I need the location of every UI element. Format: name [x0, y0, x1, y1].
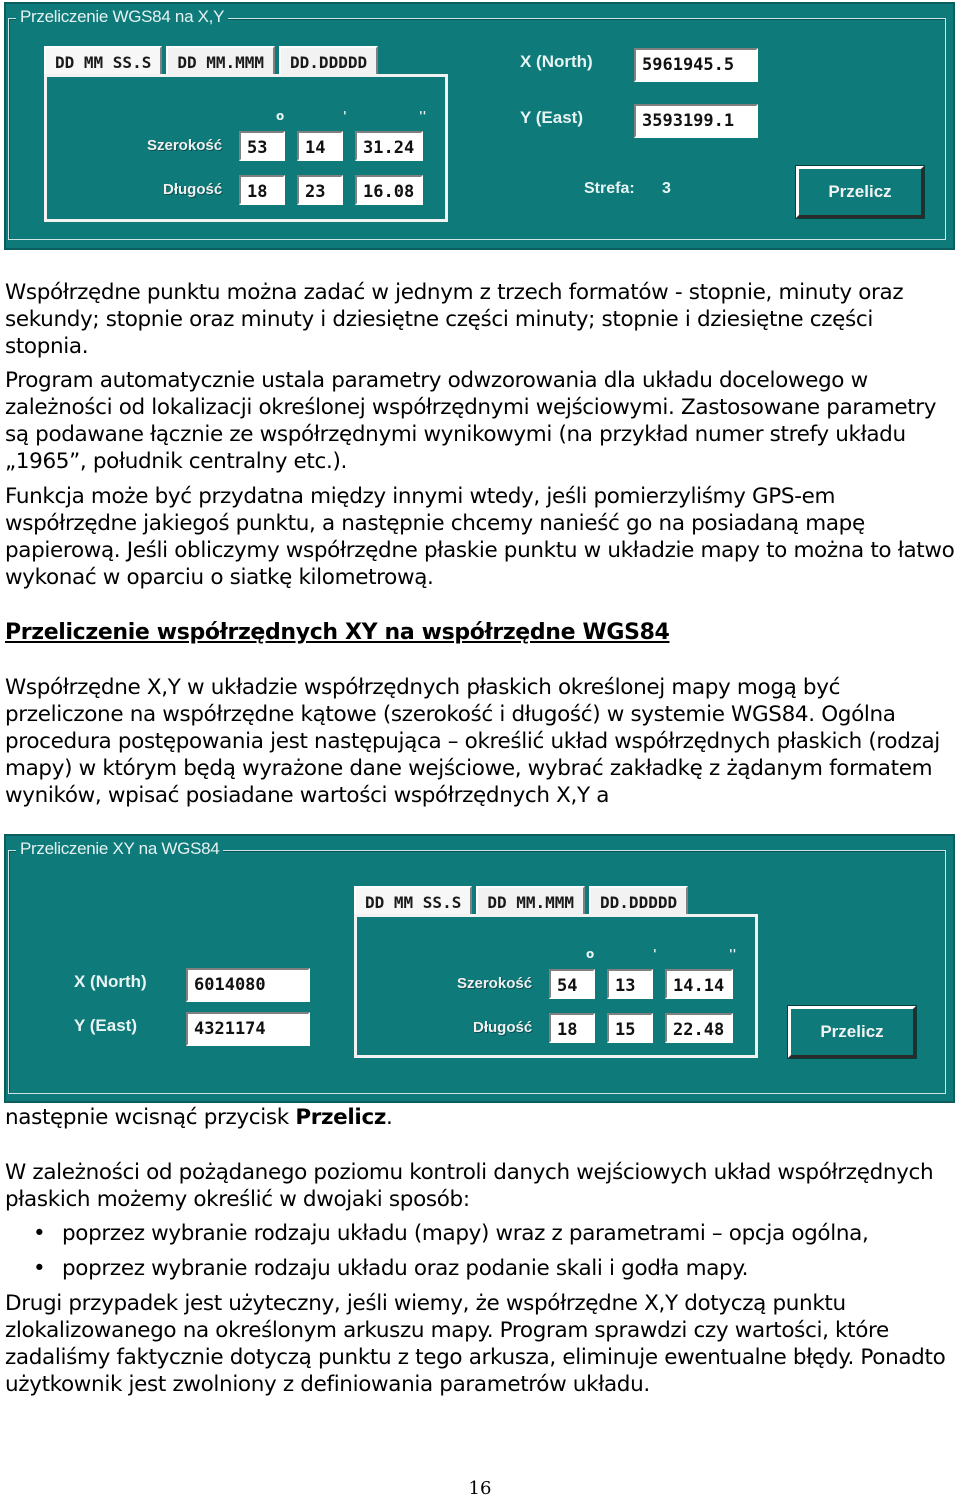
tab-dd-ddddd[interactable]: DD.DDDDD: [279, 46, 378, 76]
tab-dd-mm-ss[interactable]: DD MM SS.S: [354, 886, 472, 916]
format-tabs: [44, 46, 382, 76]
button-reference: Przelicz: [295, 1105, 386, 1130]
paragraph-usage: Funkcja może być przydatna między innymi wtedy, jeśli pomierzyliśmy GPS-em współrzędne jakiegoś punktu, a następnie chcemy nanieść go na posiadaną mapę papierową. Jeśli obliczymy współrzędne płaskie punktu w układzie mapy to można to łatwo wykonać w oparciu o siatkę kilometrową.: [5, 484, 955, 590]
paragraph-formats: Współrzędne punktu można zadać w jednym z trzech formatów - stopnie, minuty oraz sekundy; stopnie oraz minuty i dziesiętne części minuty; stopnie i dziesiętne części stopnia.: [5, 280, 904, 359]
paragraph-procedure: Współrzędne X,Y w układzie współrzędnych płaskich określonej mapy mogą być przeliczone na współrzędne kątowe (szerokość i długość) w systemie WGS84. Ogólna procedura postępowania jest następująca – określić układ współrzędnych płaskich (rodzaj mapy) w którym będą wyrażone dane wejściowe, wybrać zakładkę z żądanym formatem wyników, wpisać posiadane wartości współrzędnych X,Y a: [5, 675, 940, 808]
longitude-seconds-output: 22.48: [665, 1013, 733, 1043]
longitude-minutes-output: 15: [607, 1013, 653, 1043]
tab-page: [354, 914, 758, 1058]
y-east-input[interactable]: 4321174: [186, 1012, 310, 1046]
list-item: • poprzez wybranie rodzaju układu (mapy) wraz z parametrami – opcja ogólna,: [5, 1220, 957, 1247]
minute-symbol: ': [343, 109, 347, 123]
tab-page: [44, 74, 448, 222]
zone-label: Strefa:: [584, 180, 635, 197]
convert-button[interactable]: Przelicz: [788, 1006, 916, 1058]
latitude-minutes-output: 13: [607, 969, 653, 999]
y-east-output: 3593199.1: [634, 104, 758, 138]
longitude-degrees-output: 18: [549, 1013, 595, 1043]
latitude-label: Szerokość: [147, 137, 223, 154]
y-east-label: Y (East): [520, 108, 583, 127]
page-number: 16: [468, 1478, 492, 1499]
latitude-degrees-output: 54: [549, 969, 595, 999]
paragraph-press-button: [5, 1104, 957, 1131]
options-list: [5, 1220, 957, 1290]
x-north-output: 5961945.5: [634, 48, 758, 82]
wgs84-to-xy-panel: [4, 2, 955, 250]
latitude-seconds-output: 14.14: [665, 969, 733, 999]
paragraph-second-case: Drugi przypadek jest użyteczny, jeśli wiemy, że współrzędne X,Y dotyczą punktu zlokalizowanego na określonym arkuszu mapy. Program sprawdzi czy wartości, które zadaliśmy faktycznie dotyczą punktu z tego arkusza, eliminuje ewentualne błędy. Ponadto użytkownik jest zwolniony z definiowania parametrów układu.: [5, 1291, 946, 1397]
convert-button[interactable]: Przelicz: [796, 166, 924, 218]
panel-title: Przeliczenie XY na WGS84: [16, 839, 223, 859]
degree-symbol: o: [276, 109, 285, 123]
section-heading: Przeliczenie współrzędnych XY na współrzędne WGS84: [5, 620, 670, 645]
paragraph-control-level: W zależności od pożądanego poziomu kontroli danych wejściowych układ współrzędnych płaskich możemy określić w dwojaki sposób:: [5, 1160, 934, 1212]
longitude-label: Długość: [473, 1019, 533, 1036]
longitude-degrees-input[interactable]: 18: [239, 175, 285, 205]
paragraph-parameters: Program automatycznie ustala parametry odwzorowania dla układu docelowego w zależności od lokalizacji określonej współrzędnymi wejściowymi. Zastosowane parametry są podawane łącznie ze współrzędnymi wynikowymi (na przykład numer strefy układu „1965”, południk centralny etc.).: [5, 368, 937, 474]
second-symbol: '': [419, 109, 427, 123]
press-text: następnie wcisnąć przycisk: [5, 1105, 296, 1130]
y-east-label: Y (East): [74, 1016, 137, 1035]
x-north-input[interactable]: 6014080: [186, 968, 310, 1002]
longitude-label: Długość: [163, 181, 223, 198]
x-north-label: X (North): [520, 52, 593, 71]
period: .: [386, 1105, 393, 1130]
second-symbol: '': [729, 947, 737, 961]
panel-title: Przeliczenie WGS84 na X,Y: [16, 7, 228, 27]
longitude-minutes-input[interactable]: 23: [297, 175, 343, 205]
tab-dd-mm-mmm[interactable]: DD MM.MMM: [476, 886, 585, 916]
longitude-seconds-input[interactable]: 16.08: [355, 175, 423, 205]
x-north-label: X (North): [74, 972, 147, 991]
minute-symbol: ': [653, 947, 657, 961]
degree-symbol: o: [586, 947, 595, 961]
zone-value: 3: [662, 180, 671, 197]
latitude-label: Szerokość: [457, 975, 533, 992]
tab-dd-mm-ss[interactable]: DD MM SS.S: [44, 46, 162, 76]
list-item: • poprzez wybranie rodzaju układu oraz podanie skali i godła mapy.: [5, 1255, 957, 1282]
tab-dd-mm-mmm[interactable]: DD MM.MMM: [166, 46, 275, 76]
xy-to-wgs84-panel: [4, 834, 955, 1103]
latitude-seconds-input[interactable]: 31.24: [355, 131, 423, 161]
latitude-minutes-input[interactable]: 14: [297, 131, 343, 161]
tab-dd-ddddd[interactable]: DD.DDDDD: [589, 886, 688, 916]
latitude-degrees-input[interactable]: 53: [239, 131, 285, 161]
format-tabs: [354, 886, 692, 916]
